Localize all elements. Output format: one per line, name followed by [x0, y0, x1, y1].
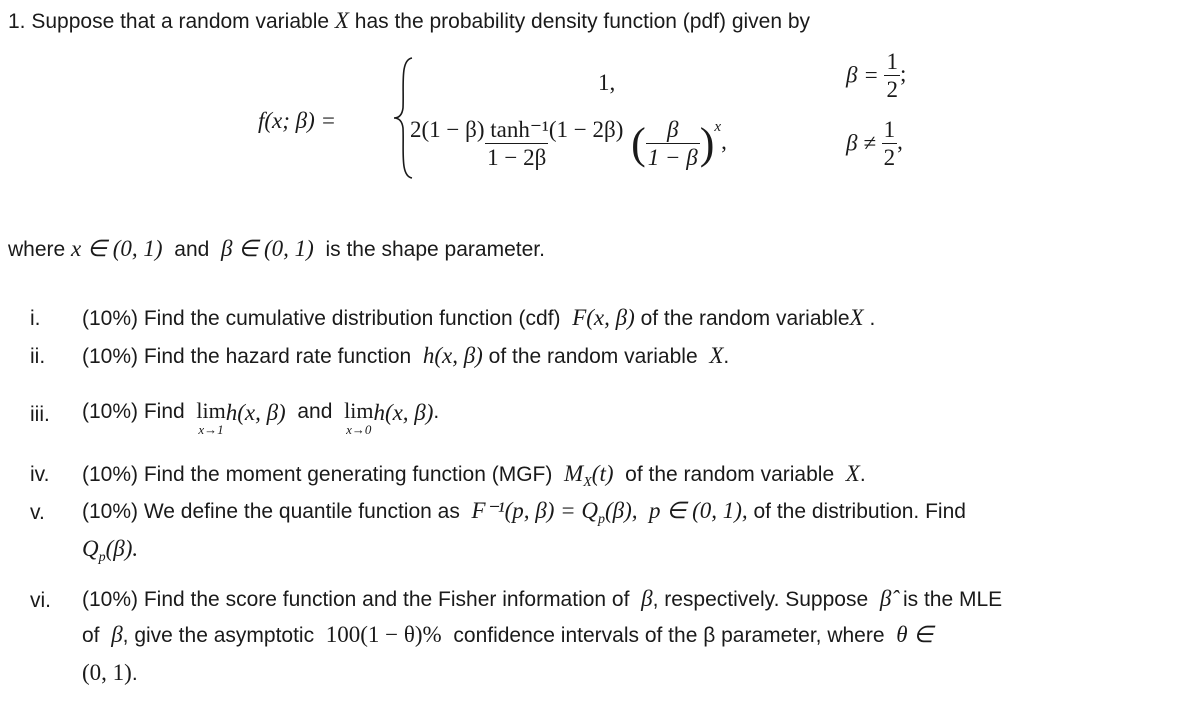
where-math-x: x ∈ (0, 1)	[71, 236, 163, 261]
q1-math-b: X	[849, 305, 864, 330]
q6-line2-m1: β	[111, 622, 123, 647]
question-vi-line2	[82, 622, 933, 648]
lim1-sub: x→1	[198, 422, 224, 437]
case2-expression	[408, 118, 727, 169]
case2-cond-tail: ,	[897, 128, 903, 154]
q5-line2-math: Q	[82, 536, 99, 561]
q2-text-b: of the random variable	[482, 345, 710, 368]
q2-text-a: (10%) Find the hazard rate function	[82, 345, 423, 368]
case2-fraction	[408, 118, 625, 169]
q3-text-a: (10%) Find	[82, 400, 197, 423]
paren-numerator: β	[667, 117, 679, 142]
q1-text-c: .	[863, 307, 876, 330]
variable-x: X	[334, 8, 349, 33]
q3-text-b: and	[285, 400, 345, 423]
intro-text-b: has the probability density function (pdf) given by	[348, 10, 811, 33]
problem-intro	[8, 8, 810, 34]
case1-cond-tail: ;	[899, 60, 907, 86]
limit-2	[344, 400, 373, 436]
q1-math-a: F(x, β)	[572, 305, 635, 330]
case1-cond-fraction	[884, 50, 900, 101]
case2-numerator: 2(1 − β) tanh⁻¹(1 − 2β)	[410, 117, 624, 142]
q1-text-a: (10%) Find the cumulative distribution function (cdf)	[82, 307, 573, 330]
numeral-iii: iii.	[30, 403, 50, 426]
q4-math-a: M	[564, 461, 584, 486]
question-vi	[82, 586, 1002, 612]
case1-value: 1,	[598, 70, 616, 95]
open-paren: (	[631, 119, 646, 168]
q2-math-a: h(x, β)	[422, 343, 483, 368]
frac-den: 2	[886, 77, 898, 102]
case2-paren-fraction	[646, 118, 700, 169]
where-text-2: and	[162, 238, 221, 261]
q5-text-a: (10%) We define the quantile function as	[82, 500, 472, 523]
q2-text-c: .	[723, 345, 730, 368]
case2-comma: ,	[721, 128, 727, 154]
q5-line2-tail: (β).	[105, 536, 139, 561]
q6-line2-m2: 100(1 − θ)%	[325, 622, 442, 647]
q1-text-b: of the random variable	[634, 307, 850, 330]
where-text-1: where	[8, 238, 72, 261]
question-vi-line3	[82, 660, 138, 686]
q5-math-a: F⁻¹(p, β) = Q	[471, 498, 599, 523]
numeral-i: i.	[30, 307, 41, 330]
paren-denominator: 1 − β	[647, 145, 698, 170]
q6-text-b: , respectively. Suppose	[652, 588, 880, 611]
question-iv	[82, 461, 866, 491]
question-v	[82, 498, 966, 528]
q6-line2-c: confidence intervals of the β parameter, where	[441, 624, 897, 647]
case2-cond-lhs: β ≠	[846, 130, 876, 156]
lim2-sub: x→0	[346, 422, 372, 437]
q6-line2-a: of	[82, 624, 112, 647]
frac-num: 1	[886, 49, 898, 74]
frac-den: 2	[883, 145, 896, 170]
case1-cond-lhs: β =	[846, 62, 879, 88]
q6-math-a: β	[641, 586, 653, 611]
q4-text-a: (10%) Find the moment generating function (MGF)	[82, 463, 565, 486]
lim1-word: lim	[196, 398, 226, 423]
question-ii	[82, 343, 729, 369]
pdf-lhs: f(x; β) =	[258, 108, 337, 133]
q6-line3-m: (0, 1)	[82, 660, 132, 685]
q5-text-b: of the distribution. Find	[747, 500, 966, 523]
lim2-word: lim	[344, 398, 374, 423]
numeral-iv: iv.	[30, 463, 50, 486]
q4-text-c: .	[859, 463, 866, 486]
q4-text-b: of the random variable	[613, 463, 846, 486]
case1-condition	[846, 50, 906, 101]
case2-denominator: 1 − 2β	[487, 145, 547, 170]
numeral-v: v.	[30, 501, 45, 524]
q4-math-tail: (t)	[591, 461, 614, 486]
q6-line3-tail: .	[131, 662, 138, 685]
q4-math-sub: X	[583, 475, 592, 491]
q6-math-b: β̂	[879, 586, 892, 611]
q5-math-sub: p	[598, 512, 606, 528]
question-i	[82, 305, 875, 331]
question-iii	[82, 400, 439, 436]
exponent-x: x	[714, 118, 722, 135]
q5-line2-sub: p	[98, 550, 106, 566]
numeral-vi: vi.	[30, 589, 51, 612]
lim1-body: h(x, β)	[225, 400, 286, 425]
close-paren: )	[699, 119, 715, 168]
q2-math-b: X	[709, 343, 724, 368]
case2-cond-fraction	[882, 118, 898, 169]
where-math-beta: β ∈ (0, 1)	[220, 236, 314, 261]
where-text-3: is the shape parameter.	[313, 238, 545, 261]
q6-text-a: (10%) Find the score function and the Fisher information of	[82, 588, 642, 611]
q5-math-tail: (β), p ∈ (0, 1),	[605, 498, 748, 523]
question-v-line2	[82, 536, 139, 566]
numeral-ii: ii.	[30, 345, 46, 368]
q6-line2-m3: θ ∈	[896, 622, 934, 647]
where-line	[8, 236, 545, 262]
q4-math-b: X	[845, 461, 860, 486]
frac-num: 1	[883, 117, 896, 142]
case2-condition	[846, 118, 903, 169]
q6-line2-b: , give the asymptotic	[122, 624, 326, 647]
intro-text-a: 1. Suppose that a random variable	[8, 10, 335, 33]
q3-text-c: .	[433, 400, 440, 423]
q6-text-c: is the MLE	[891, 588, 1003, 611]
limit-1	[196, 400, 225, 436]
lim2-body: h(x, β)	[373, 400, 434, 425]
